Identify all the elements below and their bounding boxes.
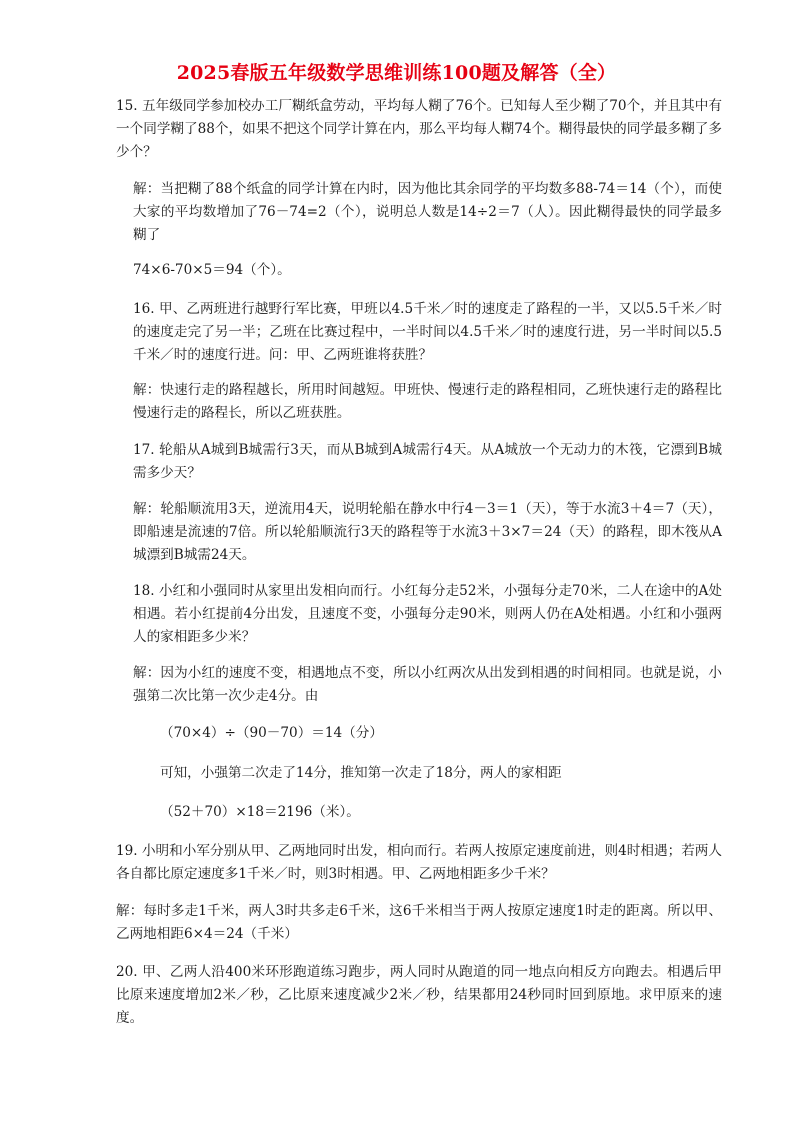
document-title: 2025春版五年级数学思维训练100题及解答（全）	[176, 62, 617, 84]
problem-18-solution: 解：因为小红的速度不变，相遇地点不变，所以小红两次从出发到相遇的时间相同。也就是说，小强第二次比第一次少走4分。由	[133, 665, 722, 704]
problem-15-solution: 解：当把糊了88个纸盒的同学计算在内时，因为他比其余同学的平均数多88-74＝14（个），而使大家的平均数增加了76－74=2（个），说明总人数是14÷2＝7（人）。因此糊得最快的同学最多糊了	[133, 181, 722, 243]
problem-17-question: 17. 轮船从A城到B城需行3天，而从B城到A城需行4天。从A城放一个无动力的木筏，它漂到B城需多少天？	[133, 442, 722, 481]
problem-18-middle-text: 可知，小强第二次走了14分，推知第一次走了18分，两人的家相距	[160, 765, 562, 781]
problem-18-question: 18. 小红和小强同时从家里出发相向而行。小红每分走52米，小强每分走70米，二人在途中的A处相遇。若小红提前4分出发，且速度不变，小强每分走90米，则两人仍在A处相遇。小红和小强两人的家相距多少米？	[133, 583, 722, 645]
problem-16-solution: 解：快速行走的路程越长，所用时间越短。甲班快、慢速行走的路程相同，乙班快速行走的路程比慢速行走的路程长，所以乙班获胜。	[133, 382, 722, 421]
problem-19-question: 19. 小明和小军分别从甲、乙两地同时出发，相向而行。若两人按原定速度前进，则4时相遇；若两人各自都比原定速度多1千米／时，则3时相遇。甲、乙两地相距多少千米？	[116, 843, 722, 882]
problem-19-solution: 解：每时多走1千米，两人3时共多走6千米，这6千米相当于两人按原定速度1时走的距离。所以甲、乙两地相距6×4＝24（千米）	[116, 903, 722, 942]
problem-18-formula-1: （70×4）÷（90－70）＝14（分）	[160, 725, 383, 741]
problem-15-formula: 74×6-70×5＝94（个）。	[133, 262, 291, 278]
problem-20-question: 20. 甲、乙两人沿400米环形跑道练习跑步，两人同时从跑道的同一地点向相反方向跑去。相遇后甲比原来速度增加2米／秒，乙比原来速度减少2米／秒，结果都用24秒同时回到原地。求甲原来的速度。	[116, 964, 722, 1026]
problem-15-question: 15. 五年级同学参加校办工厂糊纸盒劳动，平均每人糊了76个。已知每人至少糊了70个，并且其中有一个同学糊了88个，如果不把这个同学计算在内，那么平均每人糊74个。糊得最快的同学最多糊了多少个？	[116, 98, 722, 160]
problem-16-question: 16. 甲、乙两班进行越野行军比赛，甲班以4.5千米／时的速度走了路程的一半，又以5.5千米／时的速度走完了另一半；乙班在比赛过程中，一半时间以4.5千米／时的速度行进，另一半时间以5.5千米／时的速度行进。问：甲、乙两班谁将获胜？	[133, 301, 722, 363]
problem-18-formula-2: （52＋70）×18＝2196（米）。	[160, 804, 360, 820]
problem-17-solution: 解：轮船顺流用3天，逆流用4天，说明轮船在静水中行4－3＝1（天），等于水流3＋4＝7（天），即船速是流速的7倍。所以轮船顺流行3天的路程等于水流3＋3×7＝24（天）的路程，即木筏从A城漂到B城需24天。	[133, 501, 722, 563]
